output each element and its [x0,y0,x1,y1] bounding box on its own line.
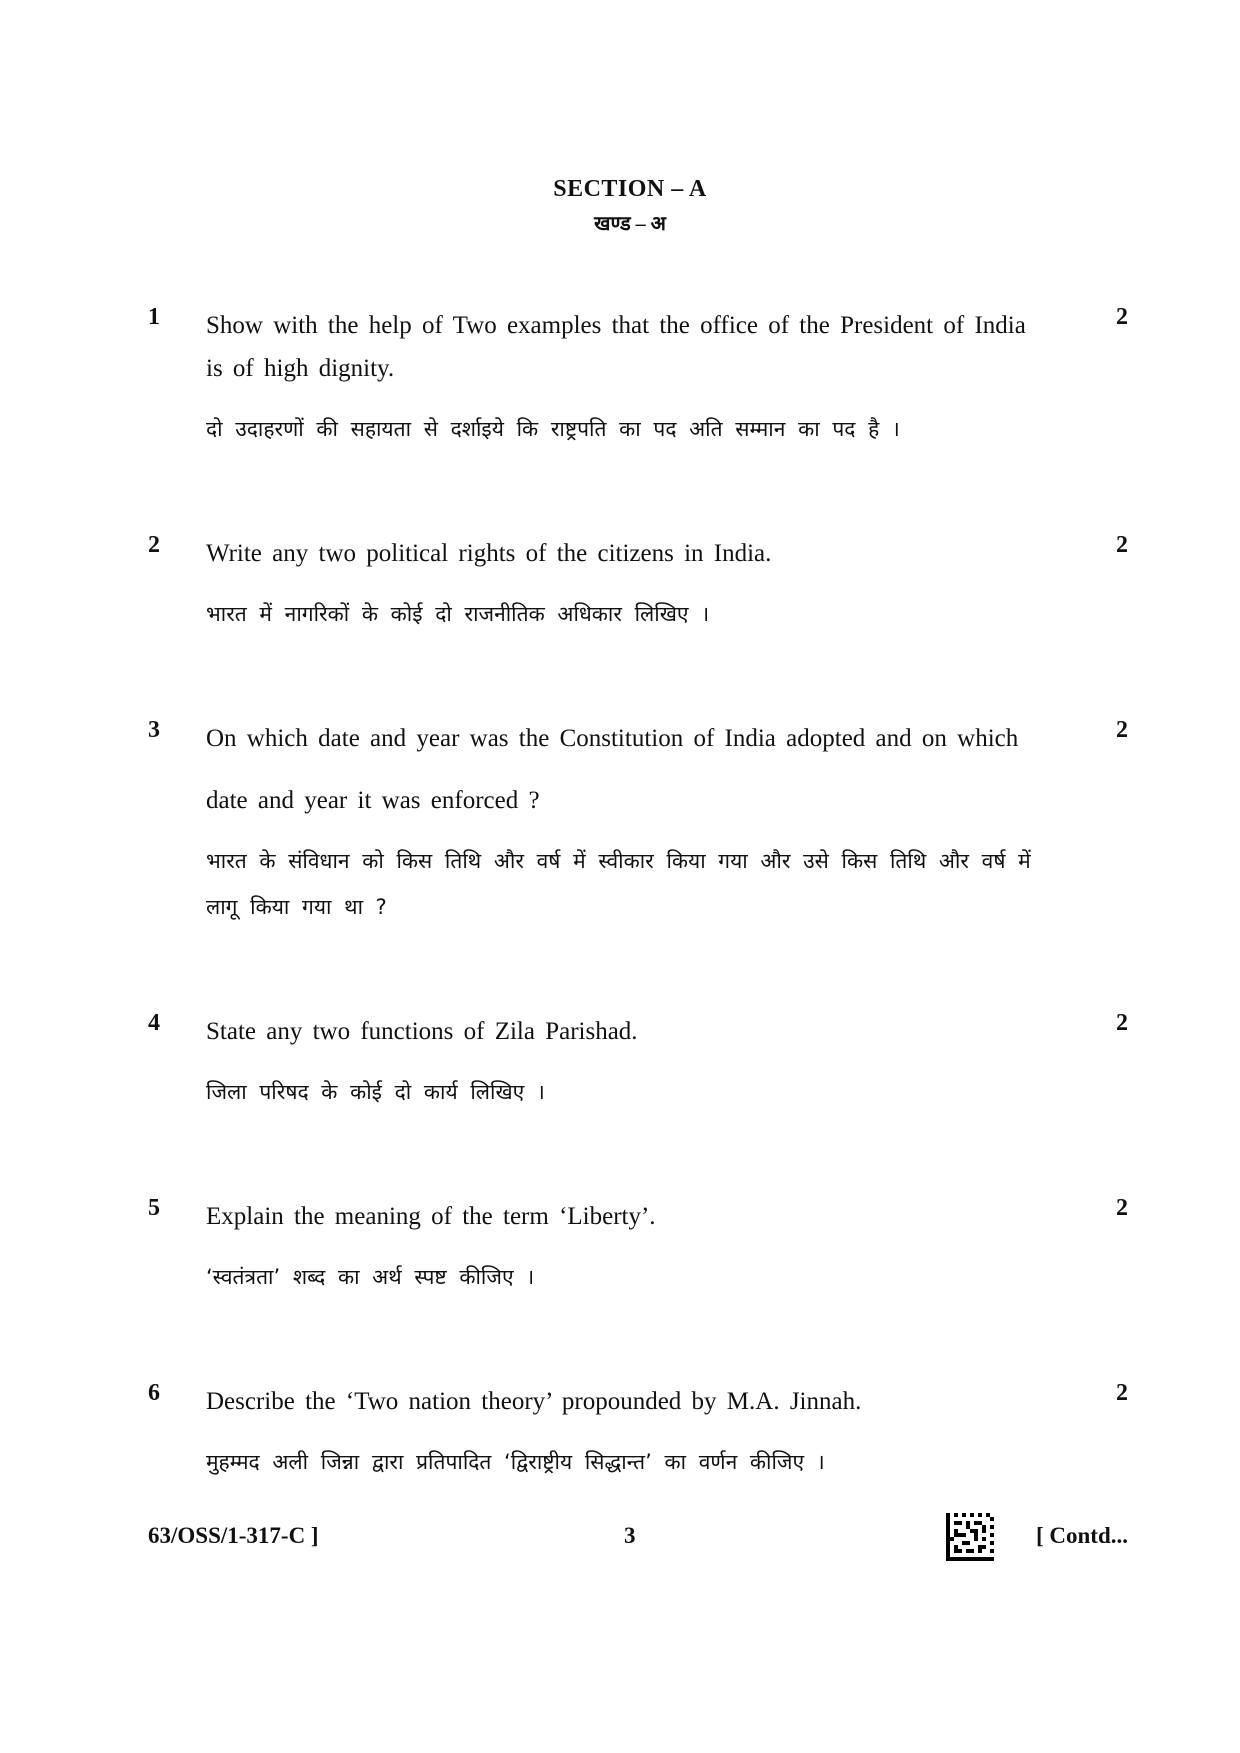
section-header [0,176,1240,236]
question-text-hindi: दो उदाहरणों की सहायता से दर्शाइये कि राष्ट्रपति का पद अति सम्मान का पद है । [206,417,900,441]
question-marks: 2 [1116,304,1128,330]
page-footer [148,1523,1128,1563]
question-1 [148,304,1128,452]
continued-label: [ Contd... [1035,1523,1128,1548]
question-text-english: Show with the help of Two examples that the office of the President of India is of high dignity. [206,312,1026,382]
question-text-hindi: जिला परिषद के कोई दो कार्य लिखिए । [206,1080,545,1104]
question-text-hindi: भारत में नागरिकों के कोई दो राजनीतिक अधिकार लिखिए । [206,602,710,626]
question-marks: 2 [1116,532,1128,558]
question-6 [148,1380,1128,1485]
question-number: 1 [148,304,160,330]
question-text-hindi: भारत के संविधान को किस तिथि और वर्ष में स्वीकार किया गया और उसे किस तिथि और वर्ष में लागू किया गया था ? [206,849,1031,919]
question-5 [148,1195,1128,1300]
paper-code: 63/OSS/1-317-C ] [148,1523,319,1548]
question-text-english: State any two functions of Zila Parishad. [206,1018,638,1045]
question-text-english: Explain the meaning of the term ‘Liberty’. [206,1203,656,1230]
question-marks: 2 [1116,717,1128,743]
question-text-english: Describe the ‘Two nation theory’ propounded by M.A. Jinnah. [206,1388,862,1415]
question-marks: 2 [1116,1195,1128,1221]
section-title: SECTION – A [553,176,707,202]
question-3 [148,717,1128,930]
question-marks: 2 [1116,1380,1128,1406]
question-number: 2 [148,532,160,558]
question-number: 6 [148,1380,160,1406]
question-number: 3 [148,717,160,743]
question-text-hindi: मुहम्मद अली जिन्ना द्वारा प्रतिपादित ‘द्विराष्ट्रीय सिद्धान्त’ का वर्णन कीजिए । [206,1450,825,1474]
question-4 [148,1010,1128,1115]
section-title-hindi: खण्ड – अ [594,213,666,235]
question-text-hindi: ‘स्वतंत्रता’ शब्द का अर्थ स्पष्ट कीजिए । [206,1265,535,1289]
question-number: 4 [148,1010,160,1036]
question-number: 5 [148,1195,160,1221]
question-text-english: On which date and year was the Constitution of India adopted and on which date and year it was enforced ? [206,725,1019,814]
question-text-english: Write any two political rights of the citizens in India. [206,540,772,567]
qr-code-icon [946,1513,994,1561]
question-2 [148,532,1128,637]
question-marks: 2 [1116,1010,1128,1036]
page-number: 3 [624,1523,636,1548]
